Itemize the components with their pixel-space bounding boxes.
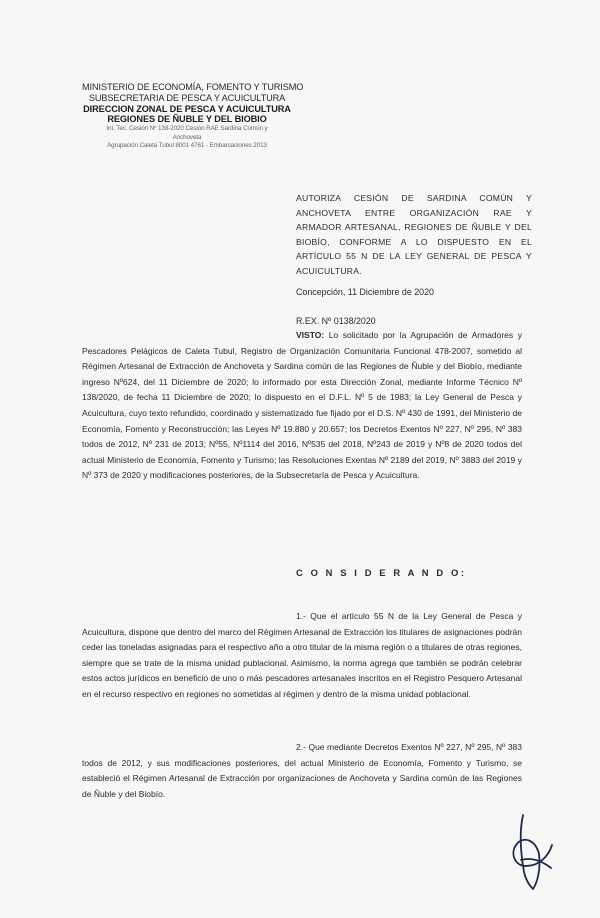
visto-paragraph bbox=[82, 328, 522, 484]
visto-label: VISTO: bbox=[296, 330, 325, 340]
resolution-subject: AUTORIZA CESIÓN DE SARDINA COMÚN Y ANCHOVETA ENTRE ORGANIZACIÓN RAE Y ARMADOR ARTESANAL, REGIONES DE ÑUBLE Y DEL BIOBÍO, CONFORME A LO DISPUESTO EN EL ARTÍCULO 55 N DE LA LEY GENERAL DE PESCA Y ACUICULTURA. bbox=[296, 193, 532, 276]
considerando-heading: C O N S I D E R A N D O: bbox=[296, 567, 467, 578]
ministry-name: MINISTERIO DE ECONOMÍA, FOMENTO Y TURISMO bbox=[82, 82, 304, 92]
place-date: Concepción, 11 Diciembre de 2020 bbox=[296, 287, 434, 297]
considerando-2: 2.- Que mediante Decretos Exentos Nº 227, Nº 295, Nº 383 todos de 2012, y sus modificaciones posteriores, del actual Ministerio de Economía, Fomento y Turismo, se estableció el Régimen Artesanal de Extracción por organizaciones de Anchoveta y Sardina común de las Regiones de Ñuble y del Biobío. bbox=[82, 742, 522, 799]
letterhead bbox=[82, 82, 304, 151]
resolution-number: R.EX. Nº 0138/2020 bbox=[296, 316, 376, 326]
signature-mark bbox=[502, 806, 560, 898]
zonal-direction-name: DIRECCION ZONAL DE PESCA Y ACUICULTURA bbox=[83, 103, 291, 114]
regions-name: REGIONES DE ÑUBLE Y DEL BIOBIO bbox=[107, 114, 267, 125]
reference-line-2: Anchoveta bbox=[172, 133, 202, 141]
reference-line-3: Agrupación Caleta Tubul 8001 4761 - Embarcaciones 2013 bbox=[107, 142, 267, 150]
reference-line: Int. Tec. Cesión Nº 138-2020 Cesión RAE Sardina Común y bbox=[106, 125, 268, 133]
subsecretary-name: SUBSECRETARIA DE PESCA Y ACUICULTURA bbox=[88, 92, 286, 103]
considerando-1: 1.- Que el artículo 55 N de la Ley General de Pesca y Acuicultura, dispone que dentro del marco del Régimen Artesanal de Extracción los titulares de asignaciones podrán ceder las toneladas asignadas para el respectivo año a otro titular de la misma región o a titulares de otras regiones, siempre que se trate de la misma unidad publacional. Asimismo, la norma agrega que también se podrán celebrar estos actos jurídicos en beneficio de uno o más pescadores artesanales inscritos en el Registro Pesquero Artesanal en el recurso respectivo en regiones no sometidas al régimen y dentro de la misma unidad poblacional. bbox=[82, 611, 522, 699]
visto-text: Lo solicitado por la Agrupación de Armadores y Pescadores Pelágicos de Caleta Tubul, Registro de Organización Comunitaria Funcional 478-2007, sometido al Régimen Artesanal de Extracción de Anchoveta y Sardina común de las Regiones de Ñuble y del Biobío, mediante ingreso Nº624, del 11 Diciembre de 2020; lo informado por esta Dirección Zonal, mediante Informe Técnico Nº 138/2020, de fecha 11 Diciembre de 2020; lo dispuesto en el D.F.L. Nº 5 de 1983; la Ley General de Pesca y Acuicultura, cuyo texto refundido, coordinado y sistematizado fue fijado por el D.S. Nº 430 de 1991, del Ministerio de Economía, Fomento y Reconstrucción; las Leyes Nº 19.880 y 20.657; los Decretos Exentos Nº 227, Nº 295, Nº 383 todos de 2012, Nº 231 de 2013; Nº55, Nº1114 del 2016, Nº535 del 2018, Nº243 de 2019 y Nº8 de 2020 todos del actual Ministerio de Economía, Fomento y Turismo; las Resoluciones Exentas Nº 2189 del 2019, Nº 3883 del 2019 y Nº 373 de 2020 y modificaciones posteriores, de la Subsecretaría de Pesca y Acuicultura. bbox=[82, 330, 522, 481]
